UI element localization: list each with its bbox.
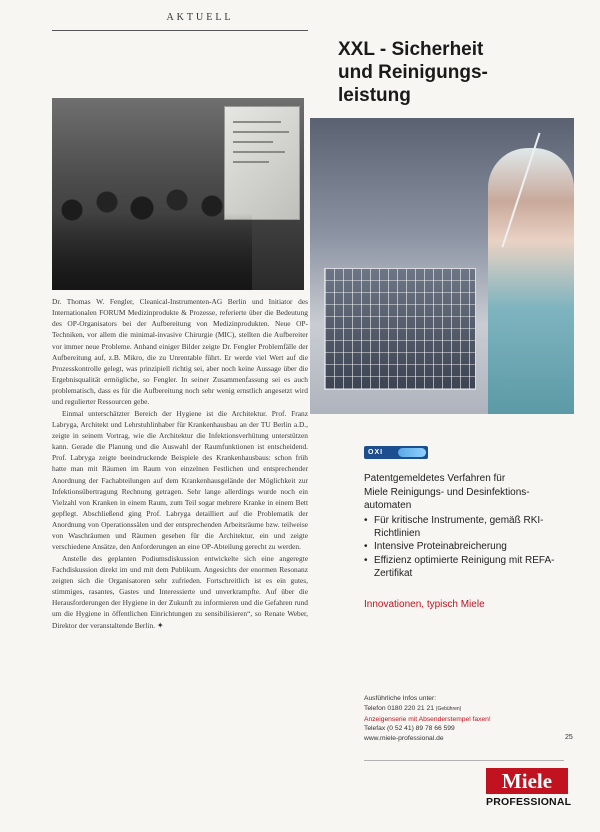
ad-bullet: • Effizienz optimierte Reinigung mit REFA-Zertifikat: [364, 554, 564, 580]
page-number: 25: [565, 734, 573, 741]
ad-intro-line: automaten: [364, 500, 412, 511]
contact-fax: Telefax (0 52 41) 89 78 66 599: [364, 725, 455, 733]
ad-bullet: • Für kritische Instrumente, gemäß RKI-Richtlinien: [364, 514, 564, 540]
oxi-logo: [364, 446, 428, 459]
nurse-figure: [488, 148, 574, 414]
ad-headline-line: XXL - Sicherheit: [338, 39, 484, 60]
article-paragraph: Einmal unterschätzter Bereich der Hygiene ist die Architektur. Prof. Franz Labryga, Architekt und Lehrstuhlinhaber für Krankenhausbau an der TU Berlin a.D., zeigte in seinem Vortrag, wie die Architektur die Infektionsverhütung unterstützen kann. Gerade die Planung und die Auswahl der Raumfunktionen ist entscheidend. Prof. Labryga zeigte beeindruckende Beispiele des Krankenhausbaus: schon früh hatte man mit Räumen im Raum von einzelnen Festlichen und entsprechender Anordnung der Fachabteilungen auf dem Krankenhausgelände der Möglichkeit zur Infektionsübertragung Rechnung getragen. Sehr lange allerdings wurde noch ein Vielzahl von Kranken in einem Raum, zum Teil sogar mehrere Kranke in einem Bett gepflegt. Abschließend ging Prof. Labryga detailliert auf die Problematik der Anordnung von Operationssälen und der entsprechenden Arbeitsräume bzw. teilweise von Waschräumen und Räumen gesehen für die Architektur, ein und zeigte verschiedene Ansätze, den Anforderungen an eine OP-Abteilung gerecht zu werden.: [52, 408, 308, 552]
contact-phone-line: [364, 704, 574, 715]
screen-line: [233, 161, 269, 163]
oxi-logo-swoosh-icon: [398, 448, 426, 457]
screen-line: [233, 131, 289, 133]
screen-line: [233, 121, 281, 123]
ad-claim: Innovationen, typisch Miele: [364, 599, 485, 610]
ad-intro: [364, 472, 564, 513]
lecture-photo: [52, 98, 304, 290]
oxi-logo-text: OXI: [368, 449, 384, 456]
ad-bullet: • Intensive Proteinabreicherung: [364, 540, 564, 553]
article-paragraph-text: Anstelle des geplanten Podiumsdiskussion entwickelte sich eine angeregte Fachdiskussion direkt im und mit dem Publikum. Angesichts der enormen Resonanz zeigten sich die Organisatoren sehr zufrieden. Fortschreitlich ist es ein gutes, stimmiges, rasantes, Gastes und Interessierte und unverkrampfte. Auf über die Herausforderungen der Hygiene in der Zukunft zu informieren und die Gefahren rund um die Hygiene in öffentlichen Einrichtungen zu sensibilisieren“, so Renate Weber, Direktor der veranstaltende Berlin.: [52, 553, 308, 630]
screen-line: [233, 151, 285, 153]
section-label: AKTUELL: [166, 12, 234, 23]
miele-logo: [486, 768, 572, 808]
contact-web: www.miele-professional.de: [364, 735, 444, 743]
ad-headline-line: leistung: [338, 85, 411, 106]
screen-line: [233, 141, 273, 143]
ad-headline-line: und Reinigungs-: [338, 62, 488, 83]
contact-fax-label: Anzeigenserie mit Absenderstempel faxen!: [364, 715, 491, 723]
contact-intro: Ausführliche Infos unter:: [364, 695, 437, 702]
audience: [52, 180, 252, 290]
contact-phone-note: (Gebühren): [435, 705, 462, 712]
contact-block: [364, 694, 574, 744]
bottom-rule: [364, 760, 564, 761]
ad-photo: [310, 118, 574, 414]
instrument-rack: [324, 268, 476, 390]
ad-intro-line: Patentgemeldetes Verfahren für: [364, 473, 506, 484]
ad-bullet-list: [364, 514, 564, 580]
article-paragraph: [52, 553, 308, 631]
header-rule: [52, 30, 308, 31]
end-mark-icon: ✦: [156, 620, 164, 630]
miele-professional: PROFESSIONAL: [486, 796, 572, 808]
article-paragraph: Dr. Thomas W. Fengler, Cleanical-Instrumenten-AG Berlin und Initiator des Internationalen FORUM Medizinprodukte & Prozesse, referierte über die Bedeutung des OP-Organisators bei der Aufbereitung von Medizinprodukten. Neue OP-Techniken, vor allem die minimal-invasive Chirurgie (MIC), stellten die Aufbereiter vor immer neue Probleme. Anhand einiger Bilder zeigte Dr. Fengler Problemfälle der Aufbereitung auf, z.B. Mikro, die zu Unrentable führt. Er werde viel Wert auf die Prozesskontrolle gelegt, was prinzipiell richtig sei, aber noch keine Aussage über die Ergebnisqualität ermögliche, so Fengler. In seiner Zusammenfassung sei es auch problematisch, dass es für die Aufbereitung noch sehr wenig ernstlich angesetzt wird und regulierter Ressourcen gebe.: [52, 297, 308, 407]
miele-wordmark: Miele: [486, 768, 568, 794]
ad-intro-line: Miele Reinigungs- und Desinfektions-: [364, 486, 530, 498]
ad-headline: [338, 38, 568, 107]
article-body: [52, 296, 308, 631]
contact-phone: Telefon 0180 220 21 21: [364, 704, 434, 712]
